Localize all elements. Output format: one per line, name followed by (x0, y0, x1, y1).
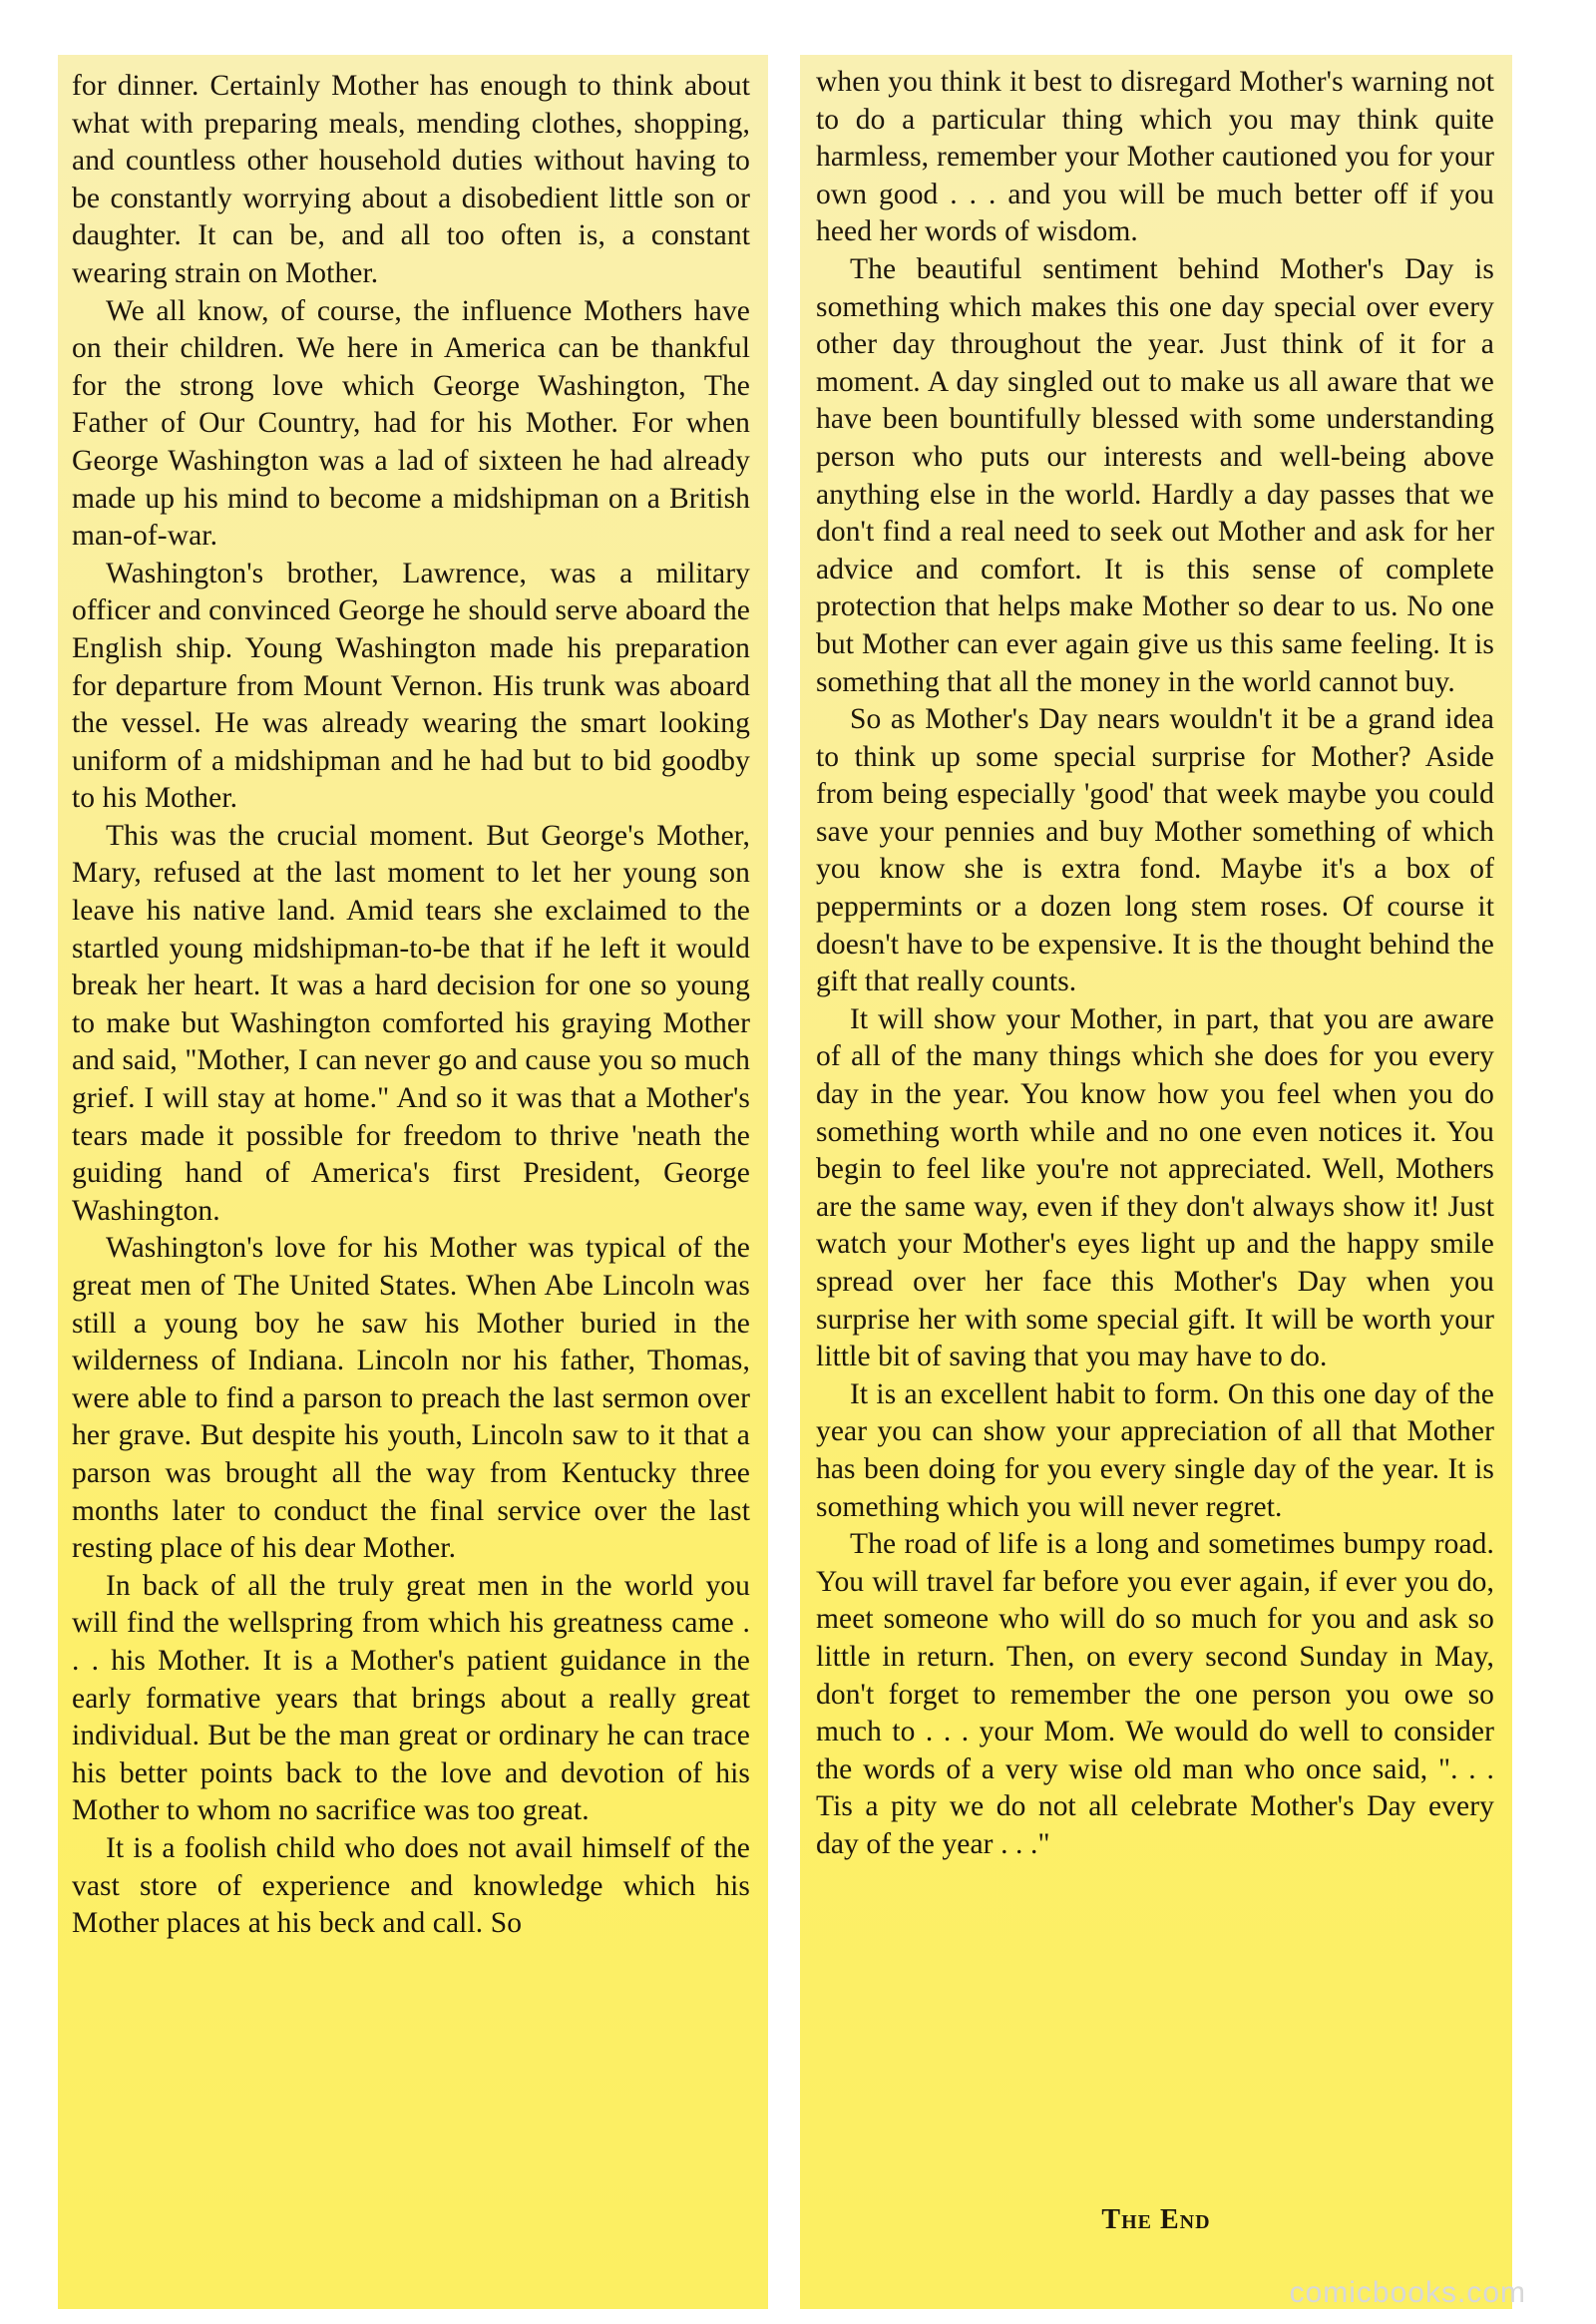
the-end-label: The End (1101, 2204, 1211, 2235)
paragraph: It is a foolish child who does not avail himself of the vast store of experience and knowledge which his Mother places at his beck and call. So (72, 1831, 750, 1940)
paragraph: when you think it best to disregard Mother's warning not to do a particular thing which you may think quite harmless, remember your Mother cautioned you for your own good . . . and you will be much better off if you heed her words of wisdom. (816, 66, 1494, 248)
paragraph: Washington's brother, Lawrence, was a military officer and convinced George he should serve aboard the English ship. Young Washington made his preparation for departure from Mount Vernon. His trunk was aboard the vessel. He was already wearing the smart looking uniform of a midshipman and he had but to bid goodby to his Mother. (72, 557, 750, 815)
paragraph: We all know, of course, the influence Mothers have on their children. We here in America can be thankful for the strong love which George Washington, The Father of Our Country, had for his Mother. For when George Washington was a lad of sixteen he had already made up his mind to become a midshipman on a British man-of-war. (72, 294, 750, 553)
paragraph: It is an excellent habit to form. On this one day of the year you can show your appreciation of all that Mother has been doing for you every single day of the year. It is something which you will never regret. (816, 1377, 1494, 1523)
paragraph: The road of life is a long and sometimes bumpy road. You will travel far before you ever again, if ever you do, meet someone who will do so much for you and ask so little in return. Then, on every second Sunday in May, don't forget to remember the one person you owe so much to . . . your Mom. We would do well to consider the words of a very wise old man who once said, ". . . Tis a pity we do not all celebrate Mother's Day every day of the year . . ." (816, 1528, 1494, 1860)
paragraph: So as Mother's Day nears wouldn't it be a grand idea to think up some special surprise for Mother? Aside from being especially 'good' that week maybe you could save your pennies and buy Mother something of which you know she is extra fond. Maybe it's a box of peppermints or a dozen long stem roses. Of course it doesn't have to be expensive. It is the thought behind the gift that really counts. (816, 703, 1494, 998)
paragraph: This was the crucial moment. But George's Mother, Mary, refused at the last moment to let her young son leave his native land. Amid tears she exclaimed to the startled young midshipman-to-be that if he left it would break her heart. It was a hard decision for one so young to make but Washington comforted his graying Mother and said, "Mother, I can never go and cause you so much grief. I will stay at home." And so it was that a Mother's tears made it possible for freedom to thrive 'neath the guiding hand of America's first President, George Washington. (72, 819, 750, 1227)
watermark: comicbooks.com (1289, 2276, 1526, 2309)
paragraph: for dinner. Certainly Mother has enough to think about what with preparing meals, mending clothes, shopping, and countless other household duties without having to be constantly worrying about a disobedient little son or daughter. It can be, and all too often is, a constant wearing strain on Mother. (72, 70, 750, 289)
paragraph: Washington's love for his Mother was typical of the great men of The United States. When Abe Lincoln was still a young boy he saw his Mother buried in the wilderness of Indiana. Lincoln nor his father, Thomas, were able to find a parson to preach the last sermon over her grave. But despite his youth, Lincoln saw to it that a parson was brought all the way from Kentucky three months later to conduct the final service over the last resting place of his dear Mother. (72, 1232, 750, 1565)
right-column (816, 64, 1494, 1864)
paragraph: The beautiful sentiment behind Mother's Day is something which makes this one day special over every other day throughout the year. Just think of it for a moment. A day singled out to make us all aware that we have been bountifully blessed with some understanding person who puts our interests and well-being above anything else in the world. Hardly a day passes that we don't find a real need to seek out Mother and ask for her advice and comfort. It is this sense of complete protection that helps make Mother so dear to us. No one but Mother can ever again give us this same feeling. It is something that all the money in the world cannot buy. (816, 252, 1494, 698)
paragraph: In back of all the truly great men in the world you will find the wellspring from which his greatness came . . . his Mother. It is a Mother's patient guidance in the early formative years that brings about a really great individual. But be the man great or ordinary he can trace his better points back to the love and devotion of his Mother to whom no sacrifice was too great. (72, 1569, 750, 1827)
paragraph: It will show your Mother, in part, that you are aware of all of the many things which she does for you every day in the year. You know how you feel when you do something worth while and no one even notices it. You begin to feel like you're not appreciated. Well, Mothers are the same way, even if they don't always show it! Just watch your Mother's eyes light up and the happy smile spread over her face this Mother's Day when you surprise her with some special gift. It will be worth your little bit of saving that you may have to do. (816, 1002, 1494, 1373)
left-column (72, 68, 750, 1943)
